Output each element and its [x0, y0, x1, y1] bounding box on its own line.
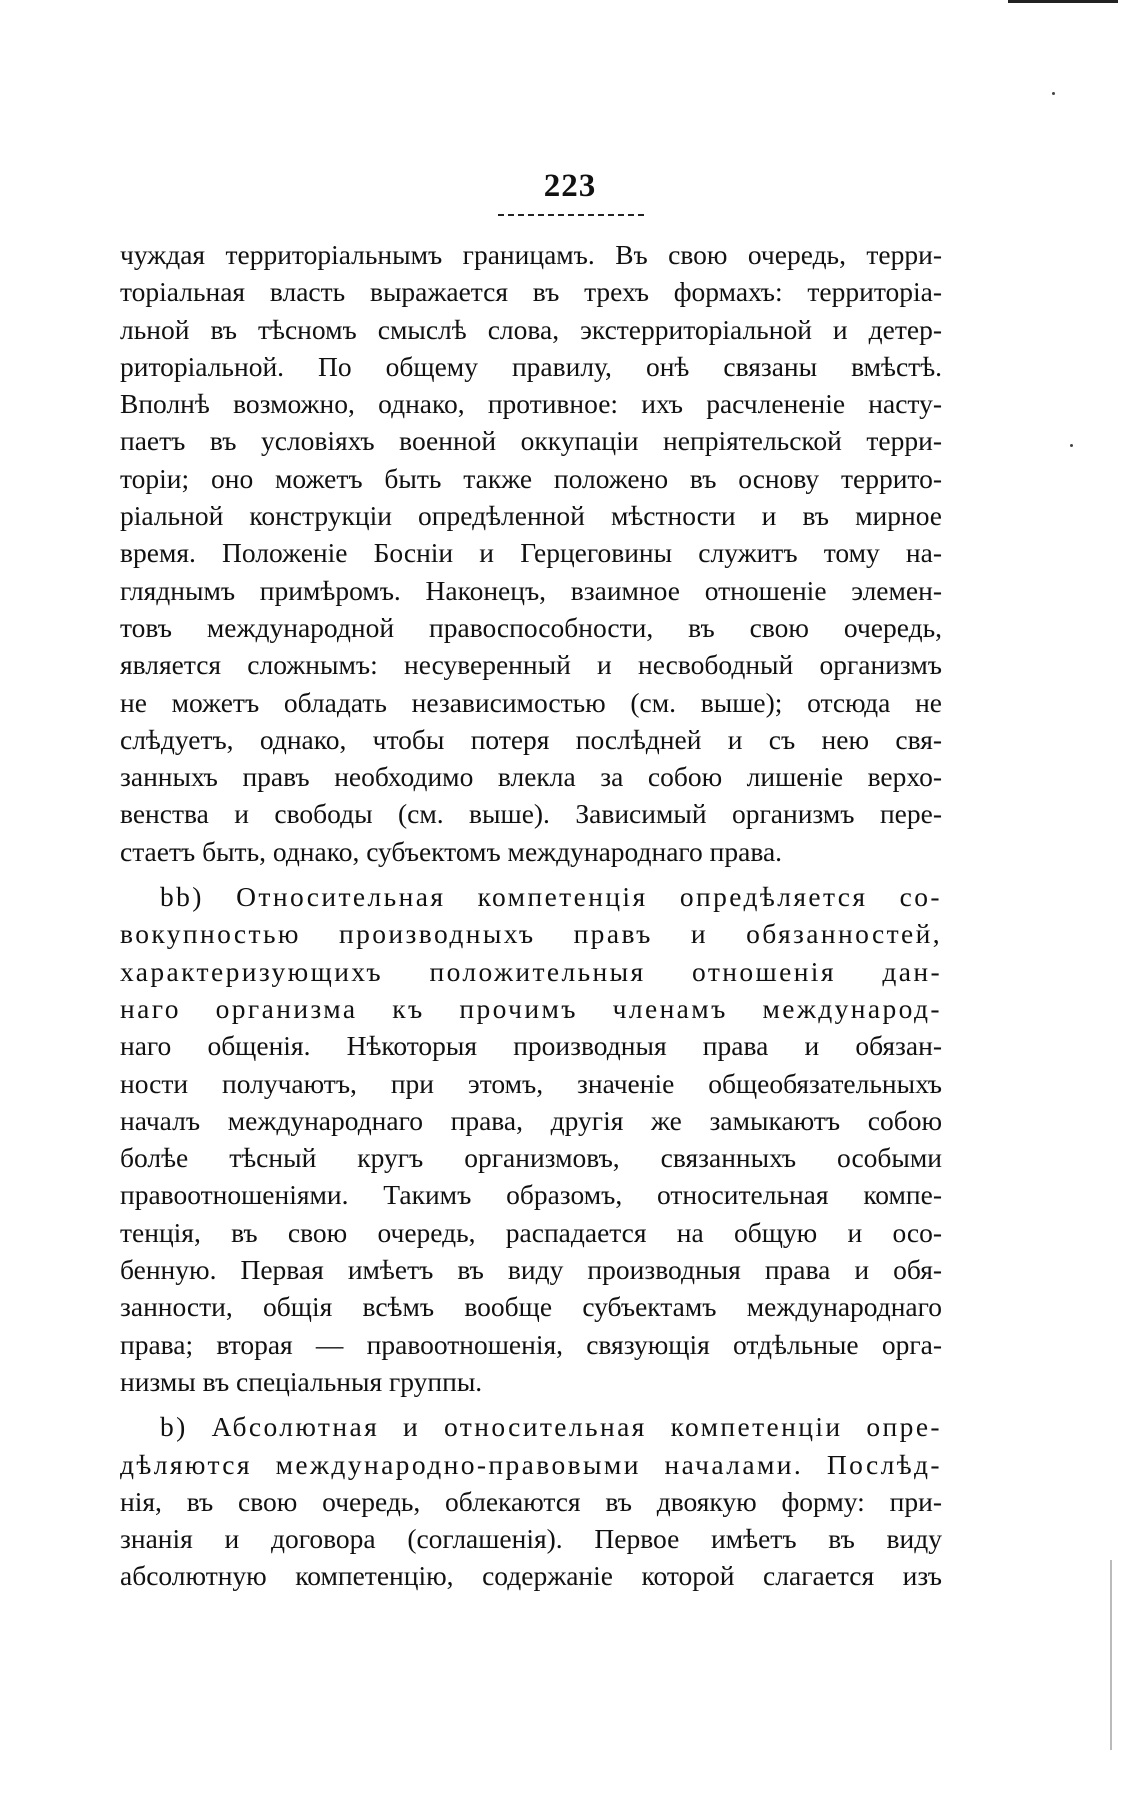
text-line: венства и свободы (см. выше). Зависимый организмъ пере-: [120, 798, 942, 830]
text-line: bb) Относительная компетенція опредѣляется со-: [160, 881, 942, 913]
text-line: льной въ тѣсномъ смыслѣ слова, экстерриторіальной и детер-: [120, 313, 942, 345]
text-line: ности получаютъ, при этомъ, значеніе общеобязательныхъ: [120, 1067, 942, 1099]
text-line: низмы въ спеціальныя группы.: [120, 1365, 483, 1397]
text-line: вокупностью производныхъ правъ и обязанностей,: [120, 918, 942, 950]
text-line: началъ международнаго права, другія же замыкаютъ собою: [120, 1104, 942, 1136]
text-line: ріальной конструкціи опредѣленной мѣстности и въ мирное: [120, 500, 942, 532]
text-line: знанія и договора (соглашенія). Первое имѣетъ въ виду: [120, 1523, 942, 1555]
top-edge-rule: [1008, 0, 1118, 3]
text-line: занности, общія всѣмъ вообще субъектамъ международнаго: [120, 1291, 942, 1323]
text-line: нія, въ свою очередь, облекаются въ двоякую форму: при-: [120, 1485, 942, 1517]
text-line: занныхъ правъ необходимо влекла за собою лишеніе верхо-: [120, 761, 942, 793]
page-number-rule: [498, 214, 644, 216]
text-line: товъ международной правоспособности, въ свою очередь,: [120, 611, 942, 643]
text-line: чуждая территоріальнымъ границамъ. Въ свою очередь, терри-: [120, 239, 942, 270]
text-line: наго общенія. Нѣкоторыя производныя права и обязан-: [120, 1030, 942, 1062]
text-line: гляднымъ примѣромъ. Наконецъ, взаимное отношеніе элемен-: [120, 574, 942, 606]
paragraph-1: [120, 236, 942, 870]
paragraph-3: [120, 1408, 942, 1594]
text-line: характеризующихъ положительныя отношенія дан-: [120, 955, 942, 987]
text-line: паетъ въ условіяхъ военной оккупаціи непріятельской терри-: [120, 425, 942, 457]
text-line: правоотношеніями. Такимъ образомъ, относительная компе-: [120, 1179, 942, 1211]
text-line: торіальная власть выражается въ трехъ формахъ: территоріа-: [120, 276, 942, 308]
scan-edge-mark: [1110, 1560, 1112, 1750]
text-line: Вполнѣ возможно, однако, противное: ихъ расчлененіе насту-: [120, 388, 942, 420]
text-line: бенную. Первая имѣетъ въ виду производныя права и обя-: [120, 1254, 942, 1286]
text-line: риторіальной. По общему правилу, онѣ связаны вмѣстѣ.: [120, 350, 942, 382]
text-line: не можетъ обладать независимостью (см. выше); отсюда не: [120, 686, 942, 718]
text-line: дѣляются международно-правовыми началами. Послѣд-: [120, 1448, 942, 1480]
scan-speck: [1052, 92, 1055, 95]
scan-speck: [1070, 444, 1073, 447]
text-line: является сложнымъ: несуверенный и несвободный организмъ: [120, 649, 942, 681]
text-line: права; вторая — правоотношенія, связующія отдѣльные орга-: [120, 1328, 942, 1360]
paragraph-2: [120, 878, 942, 1400]
text-line: торіи; оно можетъ быть также положено въ основу террито-: [120, 462, 942, 494]
body-text: [120, 236, 942, 1595]
text-line: болѣе тѣсный кругъ организмовъ, связанныхъ особыми: [120, 1142, 942, 1174]
text-line: b) Абсолютная и относительная компетенціи опре-: [160, 1411, 942, 1443]
page-number: 223: [543, 168, 597, 204]
text-line: время. Положеніе Босніи и Герцеговины служитъ тому на-: [120, 537, 942, 569]
text-line: стаетъ быть, однако, субъектомъ международнаго права.: [120, 835, 783, 867]
text-line: слѣдуетъ, однако, чтобы потеря послѣдней и съ нею свя-: [120, 723, 942, 755]
text-line: наго организма къ прочимъ членамъ международ-: [120, 992, 942, 1024]
text-line: тенція, въ свою очередь, распадается на общую и осо-: [120, 1216, 942, 1248]
text-line: абсолютную компетенцію, содержаніе которой слагается изъ: [120, 1560, 942, 1592]
